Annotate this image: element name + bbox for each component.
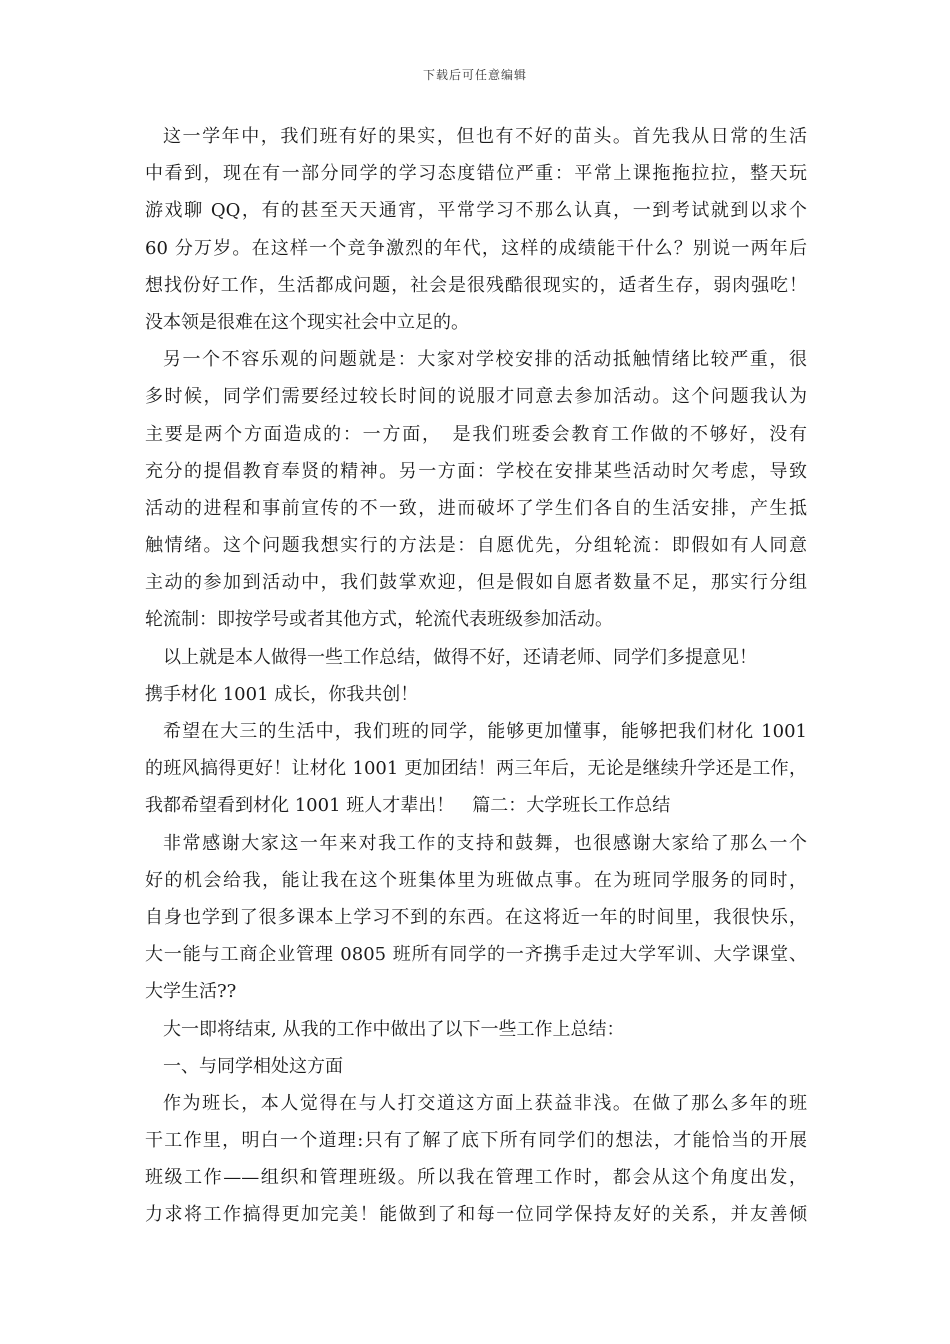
- text-line: 我都希望看到材化 1001 班人才辈出！ 篇二：大学班长工作总结: [145, 795, 671, 817]
- text-line: 主动的参加到活动中，我们鼓掌欢迎，但是假如自愿者数量不足，那实行分组: [145, 572, 807, 594]
- text-line: 游戏聊 QQ，有的甚至天天通宵，平常学习不那么认真，一到考试就到以求个: [145, 200, 807, 222]
- text-line: 的班风搞得更好！让材化 1001 更加团结！两三年后，无论是继续升学还是工作，: [145, 758, 807, 780]
- text-line: 非常感谢大家这一年来对我工作的支持和鼓舞，也很感谢大家给了那么一个: [163, 832, 807, 854]
- text-line: 想找份好工作，生活都成问题，社会是很残酷很现实的，适者生存，弱肉强吃！: [145, 274, 807, 296]
- text-line: 作为班长，本人觉得在与人打交道这方面上获益非浅。在做了那么多年的班: [163, 1092, 807, 1114]
- text-line: 活动的进程和事前宣传的不一致，进而破坏了学生们各自的生活安排，产生抵: [145, 497, 807, 519]
- text-line: 多时候，同学们需要经过较长时间的说服才同意去参加活动。这个问题我认为: [145, 386, 807, 408]
- text-line: 以上就是本人做得一些工作总结，做得不好，还请老师、同学们多提意见！: [163, 646, 757, 668]
- text-line: 自身也学到了很多课本上学习不到的东西。在这将近一年的时间里，我很快乐，: [145, 906, 807, 928]
- text-line: 没本领是很难在这个现实社会中立足的。: [145, 311, 469, 333]
- text-line: 好的机会给我，能让我在这个班集体里为班做点事。在为班同学服务的同时，: [145, 869, 807, 891]
- text-line: 大一能与工商企业管理 0805 班所有同学的一齐携手走过大学军训、大学课堂、: [145, 944, 807, 966]
- text-line: 另一个不容乐观的问题就是：大家对学校安排的活动抵触情绪比较严重，很: [163, 349, 807, 371]
- text-line: 触情绪。这个问题我想实行的方法是：自愿优先，分组轮流：即假如有人同意: [145, 535, 807, 557]
- text-line: 中看到，现在有一部分同学的学习态度错位严重：平常上课拖拖拉拉，整天玩: [145, 163, 807, 185]
- text-line: 这一学年中，我们班有好的果实，但也有不好的苗头。首先我从日常的生活: [163, 126, 807, 147]
- text-line: 大学生活??: [145, 981, 237, 1003]
- text-line: 主要是两个方面造成的：一方面， 是我们班委会教育工作做的不够好，没有: [145, 423, 807, 445]
- text-line: 班级工作——组织和管理班级。所以我在管理工作时，都会从这个角度出发，: [145, 1167, 807, 1189]
- text-line: 60 分万岁。在这样一个竞争激烈的年代，这样的成绩能干什么？别说一两年后: [145, 237, 807, 259]
- document-body: [145, 118, 807, 1234]
- text-line: 携手材化 1001 成长，你我共创！: [145, 683, 419, 705]
- text-line: 一、与同学相处这方面: [163, 1055, 343, 1077]
- page-header: 下载后可任意编辑: [422, 68, 527, 82]
- text-line: 力求将工作搞得更加完美！能做到了和每一位同学保持友好的关系，并友善倾: [145, 1204, 807, 1226]
- text-line: 希望在大三的生活中，我们班的同学，能够更加懂事，能够把我们材化 1001: [163, 721, 807, 742]
- text-line: 充分的提倡教育奉贤的精神。另一方面：学校在安排某些活动时欠考虑，导致: [145, 460, 807, 482]
- text-line: 轮流制：即按学号或者其他方式，轮流代表班级参加活动。: [145, 609, 613, 631]
- text-line: 大一即将结束, 从我的工作中做出了以下一些工作上总结：: [163, 1018, 625, 1040]
- text-line: 干工作里，明白一个道理:只有了解了底下所有同学们的想法，才能恰当的开展: [145, 1130, 807, 1152]
